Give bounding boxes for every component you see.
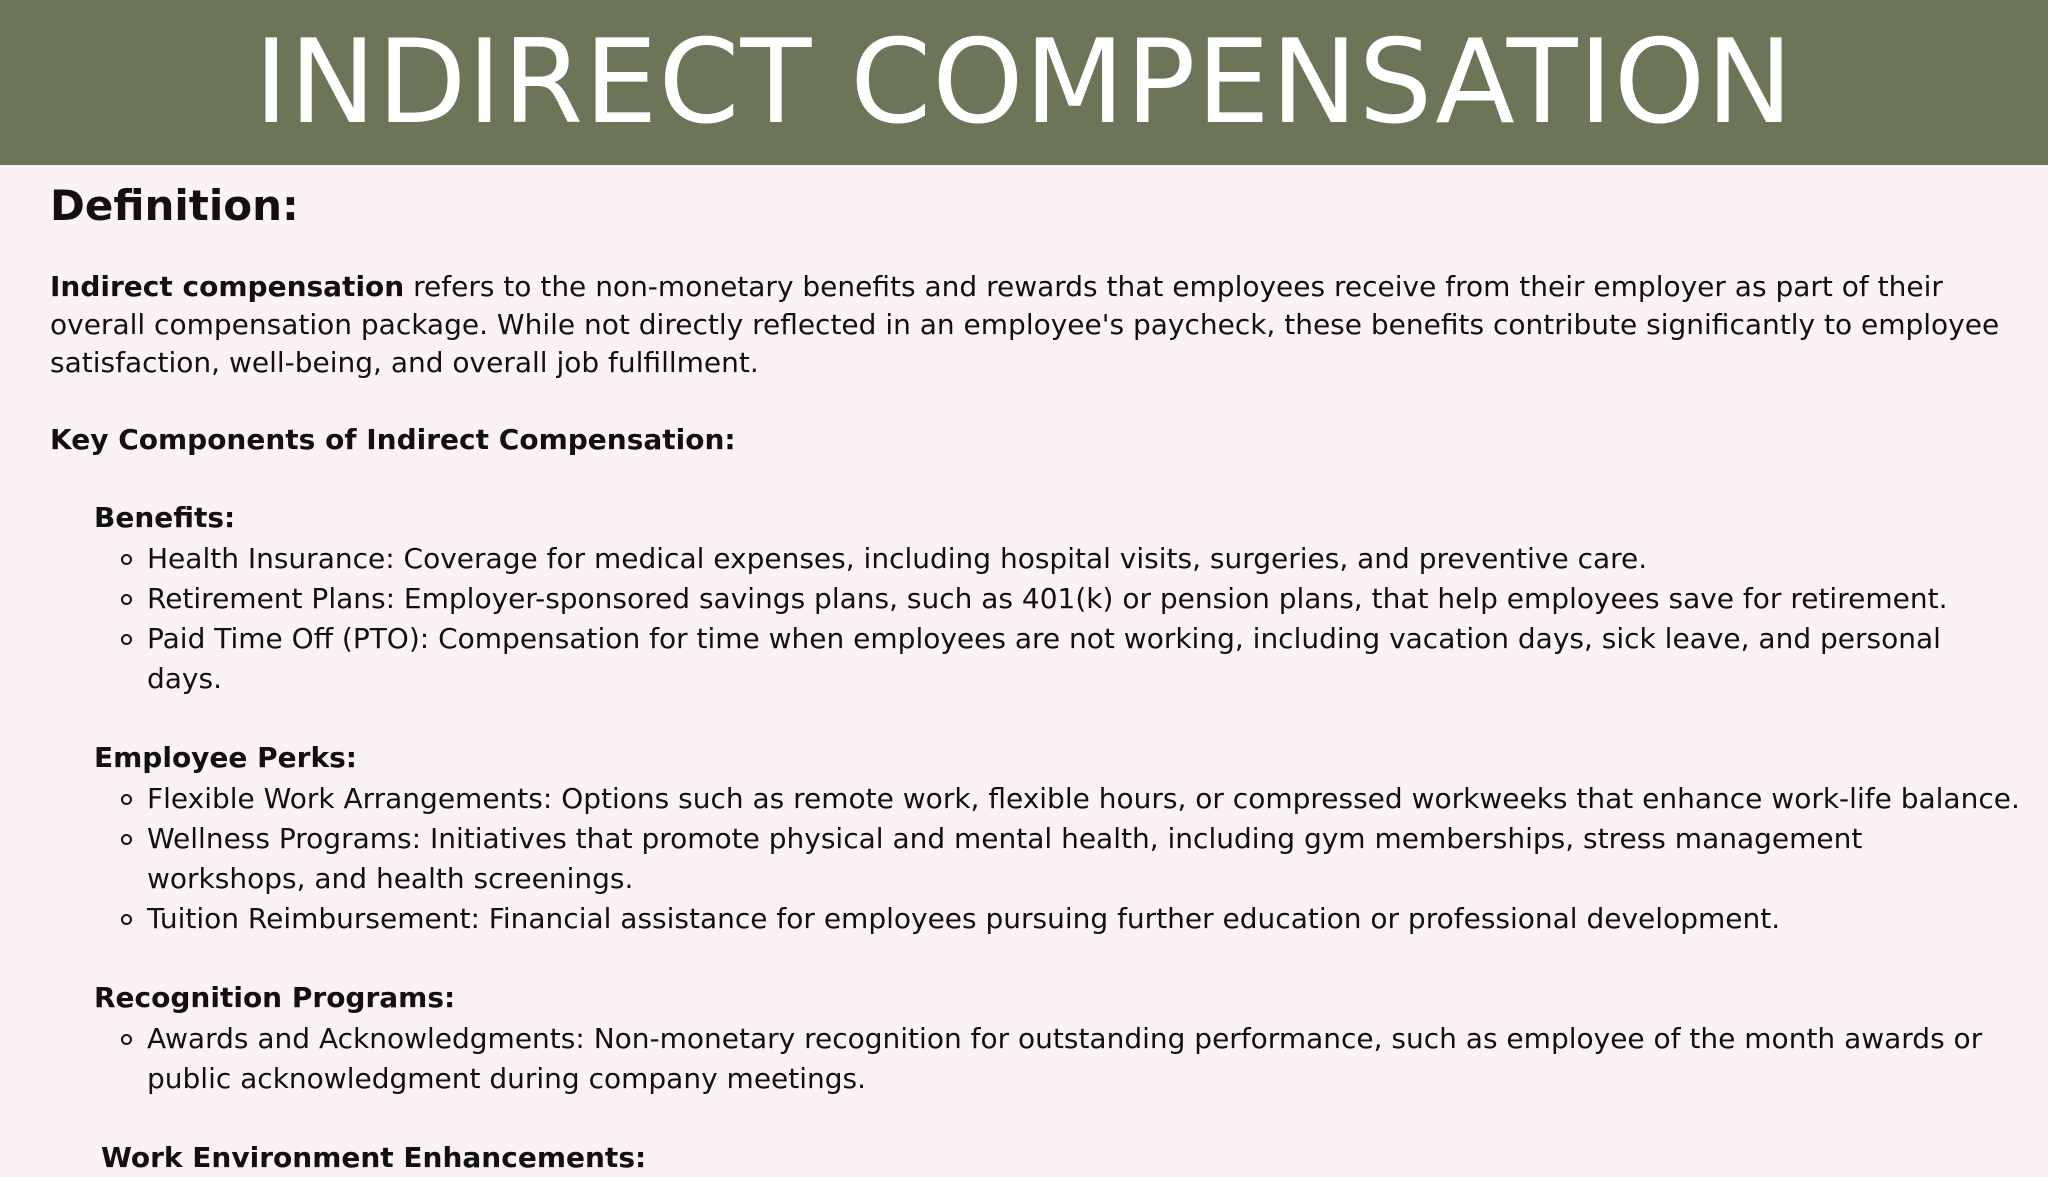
bullet-list (50, 539, 2020, 699)
title-banner (0, 0, 2048, 165)
section-work-environment (50, 1139, 2020, 1177)
bullet-item: Wellness Programs: Initiatives that promote physical and mental health, including gym memberships, stress management workshops, and health screenings. (147, 819, 2020, 899)
definition-text: refers to the non-monetary benefits and rewards that employees receive from their employer as part of their overall compensation package. While not directly reflected in an employee's paycheck, these benefits contribute significantly to employee satisfaction, well-being, and overall job fulfillment. (50, 270, 2000, 379)
bullet-item: Health Insurance: Coverage for medical expenses, including hospital visits, surgeries, and preventive care. (147, 539, 2020, 579)
bullet-item: Retirement Plans: Employer-sponsored savings plans, such as 401(k) or pension plans, that help employees save for retirement. (147, 579, 2020, 619)
section-benefits (50, 499, 2020, 699)
bullet-list (50, 1019, 2020, 1099)
definition-heading: Definition: (50, 181, 299, 230)
section-heading: Employee Perks: (94, 741, 357, 774)
slide-content (50, 176, 2020, 1177)
section-employee-perks (50, 739, 2020, 939)
section-heading: Benefits: (94, 501, 236, 534)
bullet-item: Flexible Work Arrangements: Options such as remote work, flexible hours, or compressed workweeks that enhance work-life balance. (147, 779, 2020, 819)
definition-paragraph (50, 268, 2020, 382)
section-heading: Work Environment Enhancements: (101, 1141, 647, 1174)
bullet-item: Tuition Reimbursement: Financial assistance for employees pursuing further education or professional development. (147, 899, 2020, 939)
section-heading: Recognition Programs: (94, 981, 456, 1014)
bullet-list (50, 779, 2020, 939)
slide-title: INDIRECT COMPENSATION (254, 15, 1794, 150)
section-recognition-programs (50, 979, 2020, 1099)
key-components-heading: Key Components of Indirect Compensation: (50, 423, 736, 456)
bullet-item: Awards and Acknowledgments: Non-monetary recognition for outstanding performance, such as employee of the month awards or public acknowledgment during company meetings. (147, 1019, 2020, 1099)
bullet-item: Paid Time Off (PTO): Compensation for time when employees are not working, including vacation days, sick leave, and personal days. (147, 619, 2020, 699)
definition-term: Indirect compensation (50, 270, 405, 303)
